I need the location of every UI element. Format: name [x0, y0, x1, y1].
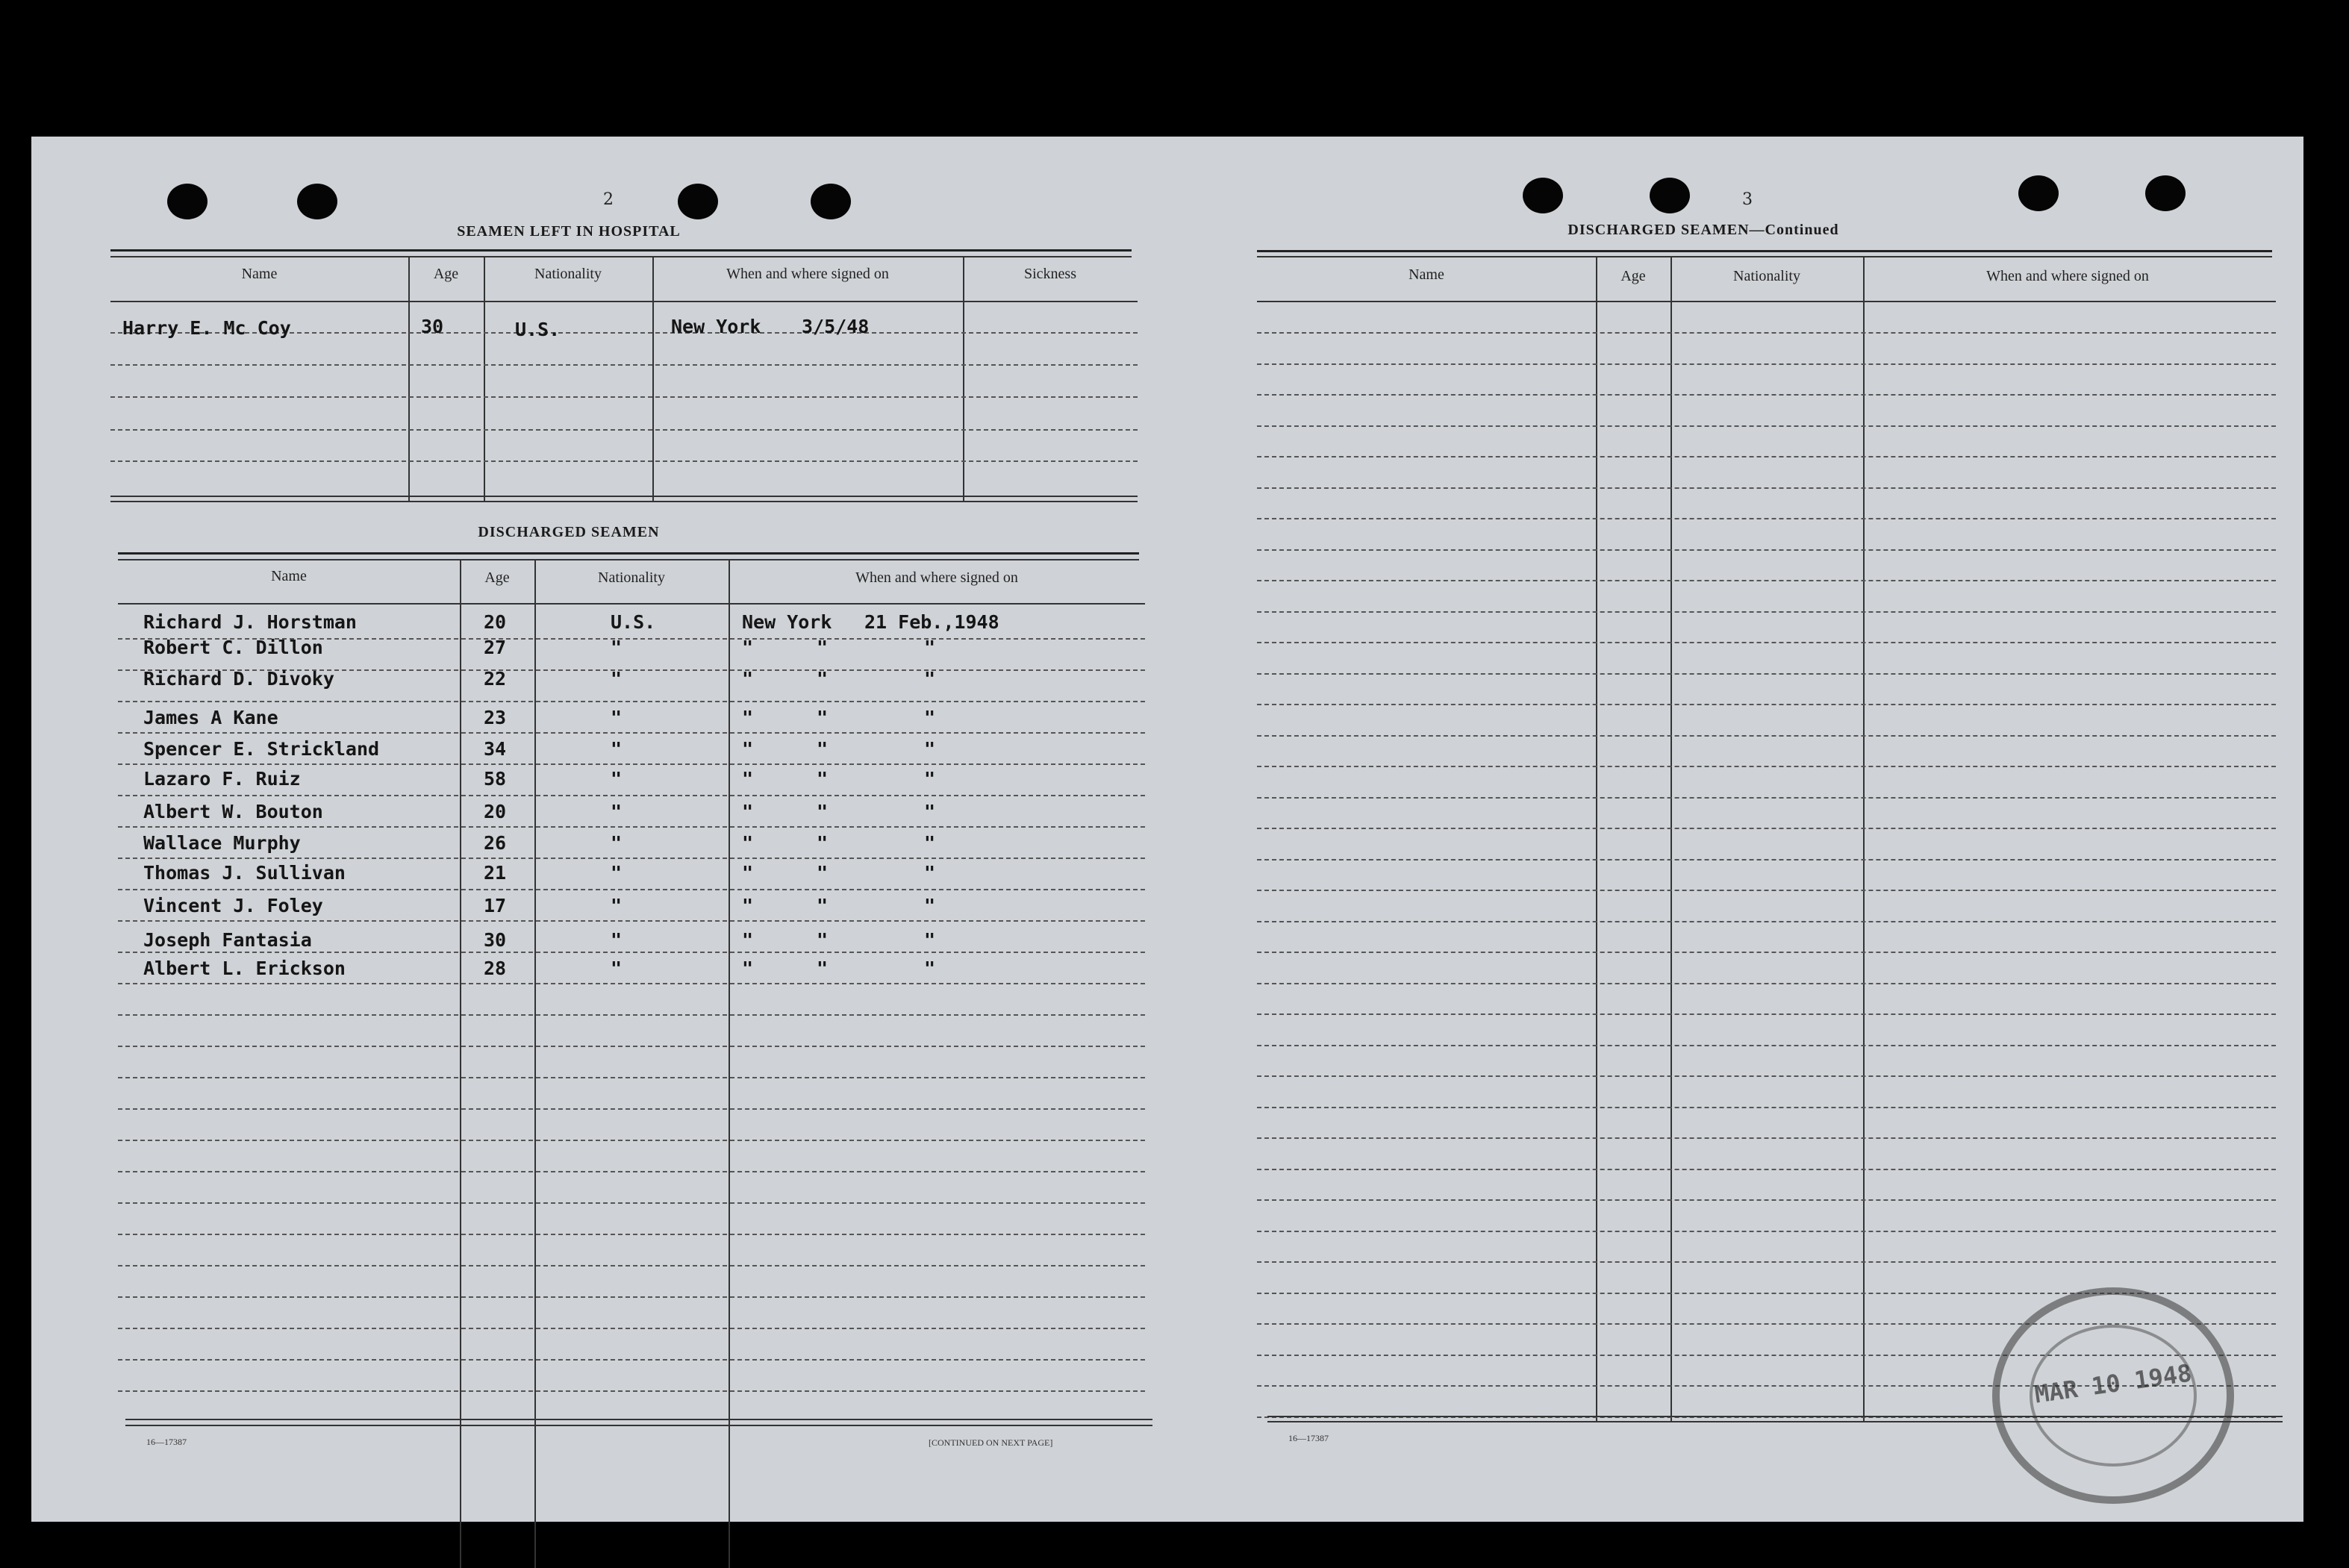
right-row-rule	[1257, 425, 2276, 427]
discharged-row-rule	[118, 826, 1145, 828]
discharged-table-bottom-rule	[125, 1425, 1152, 1426]
ditto-mark: "	[817, 768, 829, 790]
hospital-col-divider	[484, 256, 485, 502]
hospital-header-nationality: Nationality	[534, 266, 602, 282]
seaman-nationality: "	[611, 668, 623, 690]
hospital-table-top-rule	[110, 249, 1132, 252]
discharged-header-name: Name	[271, 568, 307, 584]
hospital-header-age: Age	[433, 266, 459, 282]
discharged-table-top-rule	[118, 559, 1139, 560]
seaman-nationality: "	[611, 707, 623, 728]
ditto-mark: "	[817, 862, 829, 884]
seaman-name: Spencer E. Strickland	[143, 738, 380, 760]
hospital-row-rule	[110, 429, 1138, 431]
right-row-rule	[1257, 1231, 2276, 1232]
ditto-mark: "	[817, 637, 829, 658]
form-number-left: 16—17387	[146, 1437, 187, 1447]
ditto-mark: "	[817, 958, 829, 979]
seaman-age: 28	[484, 958, 507, 979]
seaman-nationality: "	[611, 832, 623, 854]
discharged-row-rule	[118, 1234, 1145, 1235]
seaman-age: 20	[484, 611, 507, 633]
right-header-name: Name	[1409, 266, 1444, 283]
seaman-age: 30	[484, 929, 507, 951]
discharged-row-rule	[118, 732, 1145, 734]
ditto-mark: "	[742, 958, 754, 979]
seaman-name: Richard J. Horstman	[143, 611, 357, 633]
right-row-rule	[1257, 549, 2276, 551]
hospital-section-title: SEAMEN LEFT IN HOSPITAL	[457, 223, 681, 240]
ditto-mark: "	[742, 738, 754, 760]
hospital-table-bottom-rule	[110, 496, 1138, 497]
right-header-signed-on: When and where signed on	[1986, 268, 2149, 284]
ditto-mark: "	[742, 707, 754, 728]
right-row-rule	[1257, 1075, 2276, 1077]
hospital-row-nationality: U.S.	[515, 319, 561, 340]
right-header-rule	[1257, 301, 2276, 302]
discharged-header-age: Age	[484, 569, 510, 586]
right-row-rule	[1257, 704, 2276, 705]
discharged-row-rule	[118, 1328, 1145, 1329]
seaman-nationality: U.S.	[611, 611, 656, 633]
discharged-row-rule	[118, 1108, 1145, 1110]
right-row-rule	[1257, 828, 2276, 829]
discharged-row-rule	[118, 795, 1145, 796]
right-table-top-rule	[1257, 250, 2272, 252]
ditto-mark: "	[924, 637, 936, 658]
right-col-divider	[1863, 256, 1865, 1422]
discharged-row-rule	[118, 858, 1145, 859]
right-row-rule	[1257, 1169, 2276, 1170]
right-row-rule	[1257, 673, 2276, 675]
seaman-age: 21	[484, 862, 507, 884]
hospital-col-divider	[652, 256, 654, 502]
ditto-mark: "	[817, 738, 829, 760]
ditto-mark: "	[924, 768, 936, 790]
discharged-row-rule	[118, 1140, 1145, 1141]
discharged-row-rule	[118, 1359, 1145, 1361]
seaman-name: Lazaro F. Ruiz	[143, 768, 301, 790]
seaman-age: 22	[484, 668, 507, 690]
hospital-col-divider	[963, 256, 964, 502]
right-row-rule	[1257, 1137, 2276, 1139]
seaman-nationality: "	[611, 637, 623, 658]
hospital-header-signed-on: When and where signed on	[726, 266, 889, 282]
discharged-row-rule	[118, 701, 1145, 702]
discharged-header-signed-on: When and where signed on	[855, 569, 1018, 586]
seaman-age: 27	[484, 637, 507, 658]
ditto-mark: "	[924, 929, 936, 951]
ditto-mark: "	[742, 832, 754, 854]
form-number-right: 16—17387	[1288, 1433, 1329, 1443]
right-row-rule	[1257, 952, 2276, 953]
punch-hole	[297, 184, 337, 219]
discharged-col-divider	[534, 559, 536, 1568]
right-row-rule	[1257, 487, 2276, 489]
ditto-mark: "	[924, 738, 936, 760]
seaman-age: 20	[484, 801, 507, 822]
ditto-mark: "	[817, 801, 829, 822]
punch-hole	[1650, 178, 1690, 213]
ditto-mark: "	[924, 895, 936, 916]
discharged-row-rule	[118, 1046, 1145, 1047]
discharged-header-rule	[118, 603, 1145, 605]
hospital-row-age: 30	[421, 316, 444, 337]
ditto-mark: "	[924, 832, 936, 854]
punch-hole	[167, 184, 208, 219]
hospital-table-bottom-rule	[110, 501, 1138, 502]
hospital-table-top-rule	[110, 256, 1132, 257]
seaman-name: James A Kane	[143, 707, 278, 728]
discharged-row-rule	[118, 1265, 1145, 1266]
seaman-name: Thomas J. Sullivan	[143, 862, 346, 884]
punch-hole	[678, 184, 718, 219]
date-stamp	[1992, 1287, 2234, 1504]
right-header-nationality: Nationality	[1733, 268, 1800, 284]
hospital-header-sickness: Sickness	[1024, 266, 1076, 282]
seaman-age: 26	[484, 832, 507, 854]
seaman-name: Albert L. Erickson	[143, 958, 346, 979]
seaman-nationality: "	[611, 895, 623, 916]
punch-hole	[2145, 175, 2186, 211]
right-row-rule	[1257, 363, 2276, 365]
right-section-title: DISCHARGED SEAMEN—Continued	[1567, 222, 1839, 238]
discharged-col-divider	[729, 559, 730, 1568]
seaman-age: 34	[484, 738, 507, 760]
ditto-mark: "	[742, 768, 754, 790]
right-row-rule	[1257, 456, 2276, 457]
discharged-table-top-rule	[118, 552, 1139, 555]
discharged-row-rule	[118, 1296, 1145, 1298]
seaman-signed-on-date: 21 Feb.,1948	[864, 611, 999, 633]
discharged-row-rule	[118, 1202, 1145, 1204]
right-row-rule	[1257, 332, 2276, 334]
discharged-row-rule	[118, 1014, 1145, 1016]
right-col-divider	[1596, 256, 1597, 1422]
ditto-mark: "	[924, 668, 936, 690]
discharged-row-rule	[118, 889, 1145, 890]
ditto-mark: "	[742, 668, 754, 690]
ditto-mark: "	[742, 637, 754, 658]
hospital-row-place: New York	[671, 316, 761, 337]
right-row-rule	[1257, 1107, 2276, 1108]
discharged-table-bottom-rule	[125, 1419, 1152, 1420]
hospital-row-rule	[110, 396, 1138, 398]
right-row-rule	[1257, 797, 2276, 799]
discharged-row-rule	[118, 952, 1145, 953]
discharged-row-rule	[118, 983, 1145, 984]
punch-hole	[1523, 178, 1563, 213]
right-row-rule	[1257, 890, 2276, 891]
date-stamp-text: MAR 10 1948	[2033, 1358, 2194, 1409]
right-row-rule	[1257, 1261, 2276, 1263]
right-row-rule	[1257, 921, 2276, 922]
hospital-row-rule	[110, 364, 1138, 366]
ditto-mark: "	[742, 801, 754, 822]
document-sheet	[31, 137, 2303, 1522]
right-row-rule	[1257, 1045, 2276, 1046]
hospital-row-rule	[110, 460, 1138, 462]
discharged-row-rule	[118, 920, 1145, 922]
ditto-mark: "	[924, 801, 936, 822]
seaman-name: Albert W. Bouton	[143, 801, 323, 822]
ditto-mark: "	[924, 707, 936, 728]
ditto-mark: "	[817, 832, 829, 854]
punch-hole	[2018, 175, 2059, 211]
page-number-right: 3	[1742, 190, 1753, 209]
seaman-age: 23	[484, 707, 507, 728]
seaman-name: Richard D. Divoky	[143, 668, 334, 690]
seaman-name: Wallace Murphy	[143, 832, 301, 854]
right-row-rule	[1257, 1013, 2276, 1015]
discharged-col-divider	[460, 559, 461, 1568]
ditto-mark: "	[817, 895, 829, 916]
ditto-mark: "	[742, 929, 754, 951]
seaman-nationality: "	[611, 801, 623, 822]
right-row-rule	[1257, 394, 2276, 396]
seaman-nationality: "	[611, 768, 623, 790]
seaman-name: Joseph Fantasia	[143, 929, 312, 951]
hospital-row-name: Harry E. Mc Coy	[122, 317, 291, 339]
hospital-header-name: Name	[241, 266, 278, 282]
hospital-row-date: 3/5/48	[802, 316, 870, 337]
discharged-header-nationality: Nationality	[598, 569, 665, 586]
seaman-name: Vincent J. Foley	[143, 895, 323, 916]
right-row-rule	[1257, 983, 2276, 984]
right-row-rule	[1257, 611, 2276, 613]
right-row-rule	[1257, 766, 2276, 767]
right-col-divider	[1670, 256, 1672, 1422]
punch-hole	[811, 184, 851, 219]
ditto-mark: "	[817, 668, 829, 690]
seaman-nationality: "	[611, 929, 623, 951]
discharged-row-rule	[118, 1390, 1145, 1392]
continued-note: [CONTINUED ON NEXT PAGE]	[929, 1437, 1053, 1448]
right-table-top-rule	[1257, 256, 2272, 257]
hospital-col-divider	[408, 256, 410, 502]
seaman-signed-on-place: New York	[742, 611, 832, 633]
right-header-age: Age	[1620, 268, 1646, 284]
ditto-mark: "	[742, 895, 754, 916]
page-number-left: 2	[603, 190, 614, 209]
ditto-mark: "	[742, 862, 754, 884]
right-row-rule	[1257, 859, 2276, 860]
ditto-mark: "	[924, 958, 936, 979]
discharged-row-rule	[118, 1077, 1145, 1078]
seaman-nationality: "	[611, 862, 623, 884]
seaman-name: Robert C. Dillon	[143, 637, 323, 658]
discharged-section-title: DISCHARGED SEAMEN	[478, 524, 660, 540]
right-row-rule	[1257, 580, 2276, 581]
ditto-mark: "	[817, 707, 829, 728]
discharged-row-rule	[118, 1171, 1145, 1172]
seaman-nationality: "	[611, 958, 623, 979]
right-row-rule	[1257, 735, 2276, 737]
seaman-age: 17	[484, 895, 507, 916]
ditto-mark: "	[924, 862, 936, 884]
right-row-rule	[1257, 1199, 2276, 1201]
right-row-rule	[1257, 518, 2276, 519]
seaman-nationality: "	[611, 738, 623, 760]
right-row-rule	[1257, 642, 2276, 643]
ditto-mark: "	[817, 929, 829, 951]
seaman-age: 58	[484, 768, 507, 790]
hospital-header-rule	[110, 301, 1138, 302]
discharged-row-rule	[118, 763, 1145, 765]
